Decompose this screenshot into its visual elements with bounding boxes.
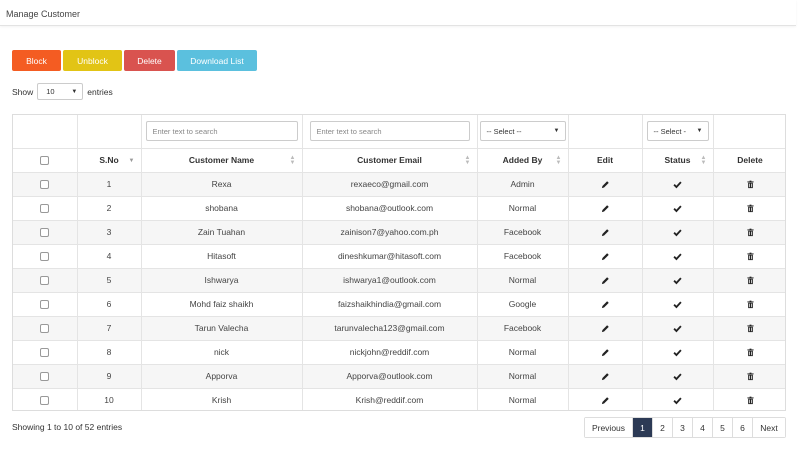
edit-cell [568, 268, 642, 292]
edit-cell [568, 316, 642, 340]
table-row [13, 388, 786, 411]
delete-cell [713, 340, 786, 364]
table-row [13, 268, 786, 292]
added-by-cell: Normal [477, 268, 568, 292]
chevron-down-icon: ▼ [71, 88, 78, 95]
pencil-icon[interactable] [601, 371, 610, 381]
edit-cell [568, 292, 642, 316]
check-icon[interactable] [673, 179, 682, 189]
customer-email-cell: shobana@outlook.com [302, 196, 477, 220]
customer-name-cell: Zain Tuahan [141, 220, 302, 244]
select-all-header [13, 148, 77, 172]
added-by-cell: Facebook [477, 316, 568, 340]
row-select-cell [13, 388, 77, 411]
check-icon[interactable] [673, 395, 682, 405]
customer-name-cell: Ishwarya [141, 268, 302, 292]
edit-cell [568, 388, 642, 411]
next-page-button[interactable]: Next [753, 418, 785, 437]
status-cell [642, 316, 713, 340]
row-checkbox[interactable] [40, 252, 49, 261]
page-button-2[interactable]: 2 [653, 418, 673, 437]
sno-cell: 10 [77, 388, 141, 411]
delete-cell [713, 196, 786, 220]
pagination [584, 417, 786, 438]
entries-per-page-value: 10 [46, 87, 55, 96]
sno-cell: 2 [77, 196, 141, 220]
edit-cell [568, 340, 642, 364]
trash-icon[interactable] [746, 275, 755, 285]
edit-cell [568, 364, 642, 388]
customer-name-header[interactable]: Customer Name ▲ ▼ [141, 148, 302, 172]
customer-email-cell: zainison7@yahoo.com.ph [302, 220, 477, 244]
filter-cell-added-by [477, 115, 568, 148]
filter-cell-empty [13, 115, 77, 148]
added-by-filter-select[interactable]: -- Select -- ▼ [480, 121, 566, 141]
row-checkbox[interactable] [40, 228, 49, 237]
customer-email-cell: dineshkumar@hitasoft.com [302, 244, 477, 268]
row-select-cell [13, 364, 77, 388]
edit-cell [568, 220, 642, 244]
page-header [0, 0, 796, 26]
sno-cell: 6 [77, 292, 141, 316]
trash-icon[interactable] [746, 371, 755, 381]
added-by-cell: Normal [477, 388, 568, 411]
edit-cell [568, 196, 642, 220]
status-header[interactable]: Status ▲ ▼ [642, 148, 713, 172]
filter-cell-empty [713, 115, 786, 148]
customer-name-cell: Hitasoft [141, 244, 302, 268]
row-select-cell [13, 292, 77, 316]
added-by-cell: Normal [477, 196, 568, 220]
table-row [13, 220, 786, 244]
customer-email-cell: Krish@reddif.com [302, 388, 477, 411]
customer-name-cell: nick [141, 340, 302, 364]
entries-label: entries [87, 86, 113, 97]
delete-cell [713, 388, 786, 411]
table-row [13, 196, 786, 220]
block-button[interactable]: Block [12, 50, 61, 71]
sort-desc-icon: ▼ [128, 157, 135, 164]
trash-icon[interactable] [746, 347, 755, 357]
action-toolbar [12, 50, 257, 71]
trash-icon[interactable] [746, 251, 755, 261]
filter-cell-email [302, 115, 477, 148]
added-by-cell: Facebook [477, 220, 568, 244]
page-title: Manage Customer [6, 9, 81, 19]
delete-cell [713, 172, 786, 196]
entries-length-control [12, 83, 113, 100]
table-body [13, 172, 786, 411]
customer-email-cell: rexaeco@gmail.com [302, 172, 477, 196]
filter-cell-empty [568, 115, 642, 148]
sno-cell: 3 [77, 220, 141, 244]
check-icon[interactable] [673, 371, 682, 381]
check-icon[interactable] [673, 323, 682, 333]
row-checkbox[interactable] [40, 300, 49, 309]
sno-cell: 4 [77, 244, 141, 268]
customer-email-cell: Apporva@outlook.com [302, 364, 477, 388]
page-button-5[interactable]: 5 [713, 418, 733, 437]
pencil-icon[interactable] [601, 227, 610, 237]
customer-name-cell: Krish [141, 388, 302, 411]
delete-button[interactable]: Delete [124, 50, 175, 71]
sort-icon: ▲ ▼ [289, 154, 296, 166]
added-by-cell: Facebook [477, 244, 568, 268]
added-by-cell: Normal [477, 364, 568, 388]
added-by-cell: Google [477, 292, 568, 316]
delete-cell [713, 364, 786, 388]
customer-name-search-input[interactable]: Enter text to search [146, 121, 298, 141]
customer-table-container[interactable] [12, 114, 786, 411]
row-checkbox[interactable] [40, 204, 49, 213]
row-checkbox[interactable] [40, 180, 49, 189]
status-cell [642, 340, 713, 364]
unblock-button[interactable]: Unblock [63, 50, 122, 71]
row-checkbox[interactable] [40, 348, 49, 357]
select-all-checkbox[interactable] [40, 156, 49, 165]
row-checkbox[interactable] [40, 396, 49, 405]
page-button-3[interactable]: 3 [673, 418, 693, 437]
sort-icon: ▲ ▼ [700, 154, 707, 166]
sno-cell: 8 [77, 340, 141, 364]
row-checkbox[interactable] [40, 372, 49, 381]
status-cell [642, 172, 713, 196]
table-row [13, 340, 786, 364]
pencil-icon[interactable] [601, 275, 610, 285]
filter-cell-status [642, 115, 713, 148]
status-filter-select[interactable]: -- Select - ▼ [647, 121, 709, 141]
table-row [13, 364, 786, 388]
row-select-cell [13, 316, 77, 340]
sort-icon: ▲ ▼ [555, 154, 562, 166]
pencil-icon[interactable] [601, 299, 610, 309]
filter-cell-empty [77, 115, 141, 148]
delete-cell [713, 220, 786, 244]
status-cell [642, 268, 713, 292]
download-list-button[interactable]: Download List [177, 50, 257, 71]
page-button-6[interactable]: 6 [733, 418, 753, 437]
sno-cell: 9 [77, 364, 141, 388]
filter-cell-name [141, 115, 302, 148]
table-row [13, 244, 786, 268]
row-select-cell [13, 220, 77, 244]
trash-icon[interactable] [746, 299, 755, 309]
check-icon[interactable] [673, 347, 682, 357]
status-cell [642, 292, 713, 316]
table-row [13, 172, 786, 196]
status-cell [642, 196, 713, 220]
pencil-icon[interactable] [601, 323, 610, 333]
row-select-cell [13, 340, 77, 364]
page-button-4[interactable]: 4 [693, 418, 713, 437]
customer-name-cell: Rexa [141, 172, 302, 196]
delete-cell [713, 244, 786, 268]
trash-icon[interactable] [746, 179, 755, 189]
check-icon[interactable] [673, 275, 682, 285]
added-by-cell: Admin [477, 172, 568, 196]
row-select-cell [13, 268, 77, 292]
check-icon[interactable] [673, 299, 682, 309]
chevron-down-icon: ▼ [696, 128, 703, 135]
sno-cell: 5 [77, 268, 141, 292]
customer-name-cell: Apporva [141, 364, 302, 388]
chevron-down-icon: ▼ [553, 128, 560, 135]
page-button-1[interactable]: 1 [633, 418, 653, 437]
edit-cell [568, 244, 642, 268]
status-cell [642, 364, 713, 388]
row-checkbox[interactable] [40, 324, 49, 333]
table-row [13, 292, 786, 316]
row-checkbox[interactable] [40, 276, 49, 285]
customer-name-cell: shobana [141, 196, 302, 220]
customer-name-cell: Tarun Valecha [141, 316, 302, 340]
check-icon[interactable] [673, 227, 682, 237]
edit-header: Edit [568, 148, 642, 172]
table-info: Showing 1 to 10 of 52 entries [12, 422, 123, 432]
trash-icon[interactable] [746, 227, 755, 237]
customer-email-search-input[interactable]: Enter text to search [310, 121, 470, 141]
delete-cell [713, 316, 786, 340]
added-by-cell: Normal [477, 340, 568, 364]
customer-email-header[interactable]: Customer Email ▲ ▼ [302, 148, 477, 172]
sno-header[interactable]: S.No ▼ [77, 148, 141, 172]
edit-cell [568, 172, 642, 196]
sno-cell: 1 [77, 172, 141, 196]
check-icon[interactable] [673, 203, 682, 213]
sno-cell: 7 [77, 316, 141, 340]
pencil-icon[interactable] [601, 179, 610, 189]
customer-table [13, 115, 786, 411]
header-row [13, 148, 786, 172]
customer-email-cell: tarunvalecha123@gmail.com [302, 316, 477, 340]
delete-header: Delete [713, 148, 786, 172]
status-cell [642, 220, 713, 244]
status-cell [642, 388, 713, 411]
pencil-icon[interactable] [601, 395, 610, 405]
row-select-cell [13, 244, 77, 268]
customer-email-cell: ishwarya1@outlook.com [302, 268, 477, 292]
delete-cell [713, 268, 786, 292]
trash-icon[interactable] [746, 395, 755, 405]
trash-icon[interactable] [746, 323, 755, 333]
check-icon[interactable] [673, 251, 682, 261]
status-cell [642, 244, 713, 268]
table-row [13, 316, 786, 340]
sort-icon: ▲ ▼ [464, 154, 471, 166]
pencil-icon[interactable] [601, 347, 610, 357]
trash-icon[interactable] [746, 203, 755, 213]
pencil-icon[interactable] [601, 251, 610, 261]
previous-page-button[interactable]: Previous [585, 418, 633, 437]
pencil-icon[interactable] [601, 203, 610, 213]
row-select-cell [13, 196, 77, 220]
customer-email-cell: faizshaikhindia@gmail.com [302, 292, 477, 316]
customer-name-cell: Mohd faiz shaikh [141, 292, 302, 316]
row-select-cell [13, 172, 77, 196]
entries-per-page-select[interactable] [37, 83, 83, 100]
delete-cell [713, 292, 786, 316]
show-label: Show [12, 86, 34, 97]
added-by-header[interactable]: Added By ▲ ▼ [477, 148, 568, 172]
filter-row [13, 115, 786, 148]
customer-email-cell: nickjohn@reddif.com [302, 340, 477, 364]
